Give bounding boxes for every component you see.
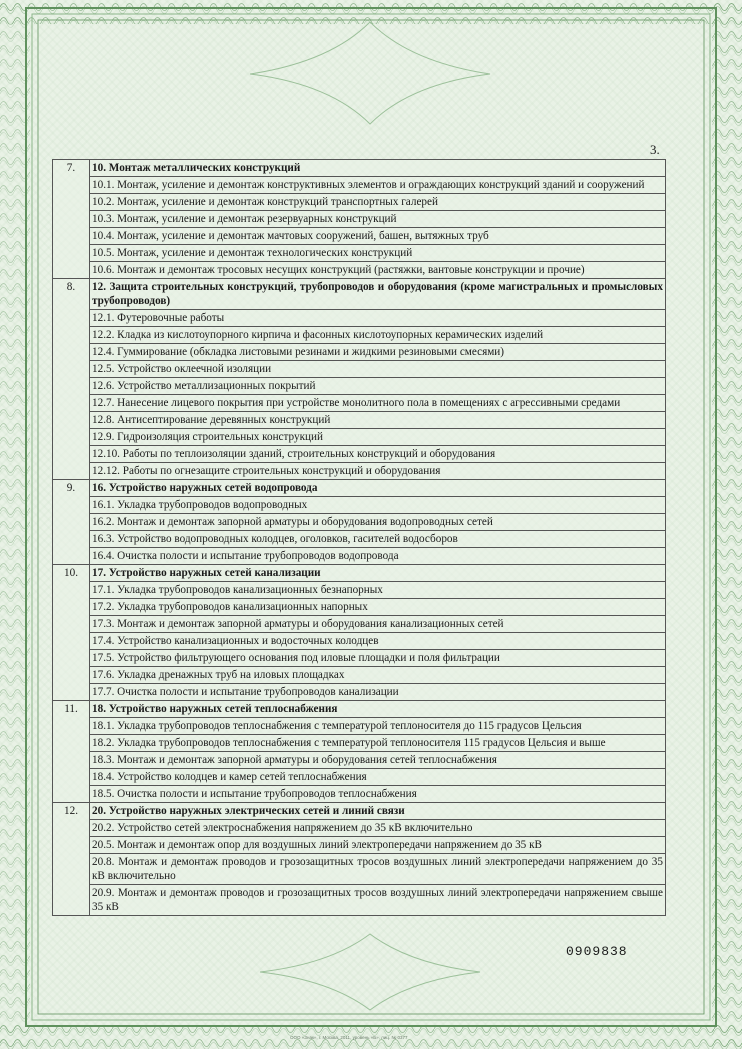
work-item: 17.3. Монтаж и демонтаж запорной арматуры и оборудования канализационных сетей <box>90 615 665 632</box>
section-title: 12. Защита строительных конструкций, трубопроводов и оборудования (кроме магистральных и промысловых трубопроводов) <box>92 281 663 307</box>
work-item: 17.1. Укладка трубопроводов канализационных безнапорных <box>90 581 665 598</box>
table-row <box>53 480 666 565</box>
serial-number: 0909838 <box>566 944 628 959</box>
section-title: 17. Устройство наружных сетей канализации <box>92 567 321 579</box>
work-item: 18.1. Укладка трубопроводов теплоснабжения с температурой теплоносителя до 115 градусов Цельсия <box>90 717 665 734</box>
work-item: 12.5. Устройство оклеечной изоляции <box>90 360 665 377</box>
section-title: 20. Устройство наружных электрических сетей и линий связи <box>92 805 405 817</box>
work-item: 10.6. Монтаж и демонтаж тросовых несущих конструкций (растяжки, вантовые конструкции и прочие) <box>90 261 665 278</box>
work-item: 18.4. Устройство колодцев и камер сетей теплоснабжения <box>90 768 665 785</box>
row-number: 7. <box>53 160 90 279</box>
table-row <box>53 803 666 916</box>
works-table <box>52 159 666 916</box>
work-item: 12.12. Работы по огнезащите строительных конструкций и оборудования <box>90 462 665 479</box>
work-item: 17.6. Укладка дренажных труб на иловых площадках <box>90 666 665 683</box>
row-number: 9. <box>53 480 90 565</box>
printer-imprint: ООО «Знак», г. Москва, 2011, уровень «Б», лиц. № 0377 <box>290 1035 408 1040</box>
work-item: 10.1. Монтаж, усиление и демонтаж конструктивных элементов и ограждающих конструкций зданий и сооружений <box>90 176 665 193</box>
table-row <box>53 160 666 279</box>
row-number: 12. <box>53 803 90 916</box>
work-item: 20.5. Монтаж и демонтаж опор для воздушных линий электропередачи напряжением до 35 кВ <box>90 836 665 853</box>
row-content <box>90 701 666 803</box>
work-item: 17.5. Устройство фильтрующего основания под иловые площадки и поля фильтрации <box>90 649 665 666</box>
work-item: 20.8. Монтаж и демонтаж проводов и грозозащитных тросов воздушных линий электропередачи напряжением до 35 кВ включительно <box>90 853 665 884</box>
work-item: 16.1. Укладка трубопроводов водопроводных <box>90 496 665 513</box>
page-number: 3. <box>650 142 660 157</box>
work-item: 16.3. Устройство водопроводных колодцев, оголовков, гасителей водосборов <box>90 530 665 547</box>
work-item: 12.4. Гуммирование (обкладка листовыми резинами и жидкими резиновыми смесями) <box>90 343 665 360</box>
table-row <box>53 279 666 480</box>
work-item: 12.2. Кладка из кислотоупорного кирпича и фасонных кислотоупорных керамических изделий <box>90 326 665 343</box>
work-item: 17.7. Очистка полости и испытание трубопроводов канализации <box>90 683 665 700</box>
work-item: 16.4. Очистка полости и испытание трубопроводов водопровода <box>90 547 665 564</box>
work-item: 18.3. Монтаж и демонтаж запорной арматуры и оборудования сетей теплоснабжения <box>90 751 665 768</box>
section-title: 18. Устройство наружных сетей теплоснабжения <box>92 703 338 715</box>
row-number: 10. <box>53 565 90 701</box>
section-title: 10. Монтаж металлических конструкций <box>92 162 301 174</box>
work-item: 18.5. Очистка полости и испытание трубопроводов теплоснабжения <box>90 785 665 802</box>
table-row <box>53 701 666 803</box>
work-item: 20.2. Устройство сетей электроснабжения напряжением до 35 кВ включительно <box>90 819 665 836</box>
work-item: 16.2. Монтаж и демонтаж запорной арматуры и оборудования водопроводных сетей <box>90 513 665 530</box>
work-item: 10.5. Монтаж, усиление и демонтаж технологических конструкций <box>90 244 665 261</box>
row-content <box>90 480 666 565</box>
row-content <box>90 803 666 916</box>
work-item: 12.7. Нанесение лицевого покрытия при устройстве монолитного пола в помещениях с агрессивными средами <box>90 394 665 411</box>
row-number: 11. <box>53 701 90 803</box>
work-item: 17.4. Устройство канализационных и водосточных колодцев <box>90 632 665 649</box>
work-item: 12.1. Футеровочные работы <box>90 309 665 326</box>
row-content <box>90 565 666 701</box>
work-item: 12.6. Устройство металлизационных покрытий <box>90 377 665 394</box>
row-content <box>90 279 666 480</box>
section-title: 16. Устройство наружных сетей водопровода <box>92 482 318 494</box>
work-item: 12.10. Работы по теплоизоляции зданий, строительных конструкций и оборудования <box>90 445 665 462</box>
table-row <box>53 565 666 701</box>
work-item: 10.4. Монтаж, усиление и демонтаж мачтовых сооружений, башен, вытяжных труб <box>90 227 665 244</box>
work-item: 17.2. Укладка трубопроводов канализационных напорных <box>90 598 665 615</box>
row-content <box>90 160 666 279</box>
work-item: 10.2. Монтаж, усиление и демонтаж конструкций транспортных галерей <box>90 193 665 210</box>
work-item: 10.3. Монтаж, усиление и демонтаж резервуарных конструкций <box>90 210 665 227</box>
work-item: 18.2. Укладка трубопроводов теплоснабжения с температурой теплоносителя 115 градусов Цельсия и выше <box>90 734 665 751</box>
row-number: 8. <box>53 279 90 480</box>
work-item: 12.9. Гидроизоляция строительных конструкций <box>90 428 665 445</box>
work-item: 20.9. Монтаж и демонтаж проводов и грозозащитных тросов воздушных линий электропередачи напряжением свыше 35 кВ <box>90 884 665 915</box>
work-item: 12.8. Антисептирование деревянных конструкций <box>90 411 665 428</box>
